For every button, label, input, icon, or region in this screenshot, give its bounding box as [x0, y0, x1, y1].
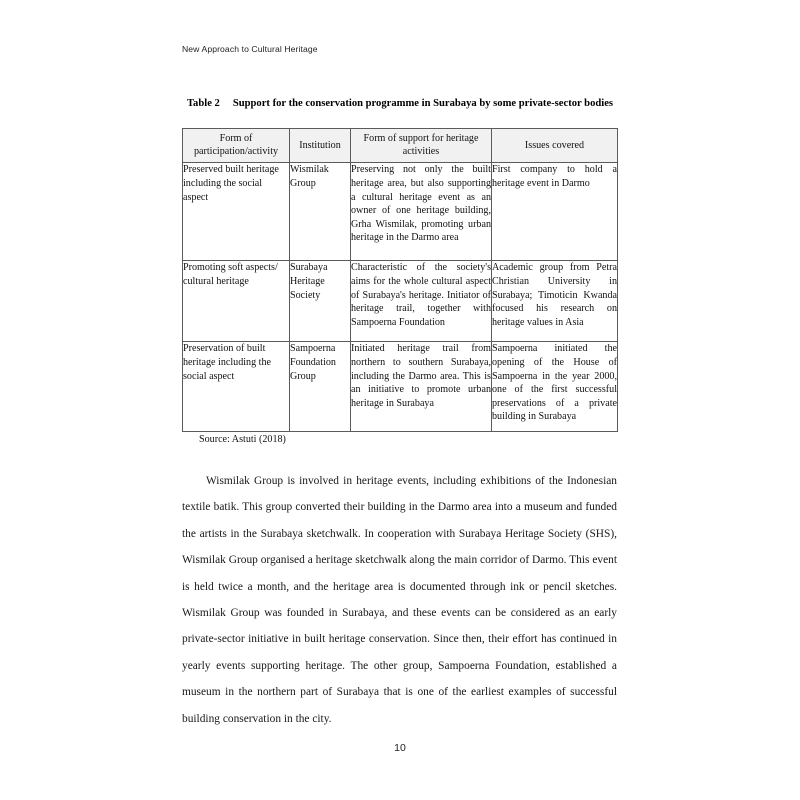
cell-support: Characteristic of the society's aims for the whole cultural aspect of Surabaya's heritage. Initiator of heritage trail, together with Sampoerna Foundation	[351, 261, 492, 342]
running-head: New Approach to Cultural Heritage	[182, 44, 318, 54]
table-row	[183, 261, 618, 342]
table-caption	[182, 96, 618, 111]
body-paragraph: Wismilak Group is involved in heritage events, including exhibitions of the Indonesian textile batik. This group converted their building in the Darmo area into a museum and funded the artists in the Surabaya sketchwalk. In cooperation with Surabaya Heritage Society (SHS), Wismilak Group organised a heritage sketchwalk along the main corridor of Darmo. This event is held twice a month, and the heritage area is documented through ink or pencil sketches. Wismilak Group was founded in Surabaya, and these events can be considered as an early private-sector initiative in built heritage conservation. Since then, their effort has continued in yearly events supporting heritage. The other group, Sampoerna Foundation, established a museum in the northern part of Surabaya that is one of the earliest examples of successful building conservation in the city.	[182, 475, 617, 725]
table-caption-label: Table 2	[186, 98, 220, 109]
column-header-institution: Institution	[290, 129, 351, 163]
table-caption-text: Support for the conservation programme in Surabaya by some private-sector bodies	[232, 98, 614, 109]
support-table	[182, 128, 618, 432]
cell-issues: Sampoerna initiated the opening of the House of Sampoerna in the year 2000, one of the first successful preservations of a private building in Surabaya	[492, 342, 618, 432]
table-row	[183, 163, 618, 261]
column-header-participation: Form of participation/activity	[183, 129, 290, 163]
cell-institution: Surabaya Heritage Society	[290, 261, 351, 342]
cell-participation: Preservation of built heritage including the social aspect	[183, 342, 290, 432]
cell-support: Initiated heritage trail from northern to southern Surabaya, including the Darmo area. This is an initiative to promote urban heritage in Surabaya	[351, 342, 492, 432]
column-header-issues: Issues covered	[492, 129, 618, 163]
page-number: 10	[394, 742, 406, 754]
cell-issues: Academic group from Petra Christian University in Surabaya; Timoticin Kwanda focused his research on heritage values in Asia	[492, 261, 618, 342]
table-source-note: Source: Astuti (2018)	[199, 434, 286, 445]
cell-participation: Preserved built heritage including the social aspect	[183, 163, 290, 261]
cell-issues: First company to hold a heritage event in Darmo	[492, 163, 618, 261]
column-header-support: Form of support for heritage activities	[351, 129, 492, 163]
cell-participation: Promoting soft aspects/ cultural heritage	[183, 261, 290, 342]
cell-support: Preserving not only the built heritage area, but also supporting a cultural heritage event as an owner of one heritage building, Grha Wismilak, promoting urban heritage in the Darmo area	[351, 163, 492, 261]
table-row	[183, 342, 618, 432]
cell-institution: Wismilak Group	[290, 163, 351, 261]
cell-institution: Sampoerna Foundation Group	[290, 342, 351, 432]
table-container	[182, 128, 617, 432]
table-header-row	[183, 129, 618, 163]
